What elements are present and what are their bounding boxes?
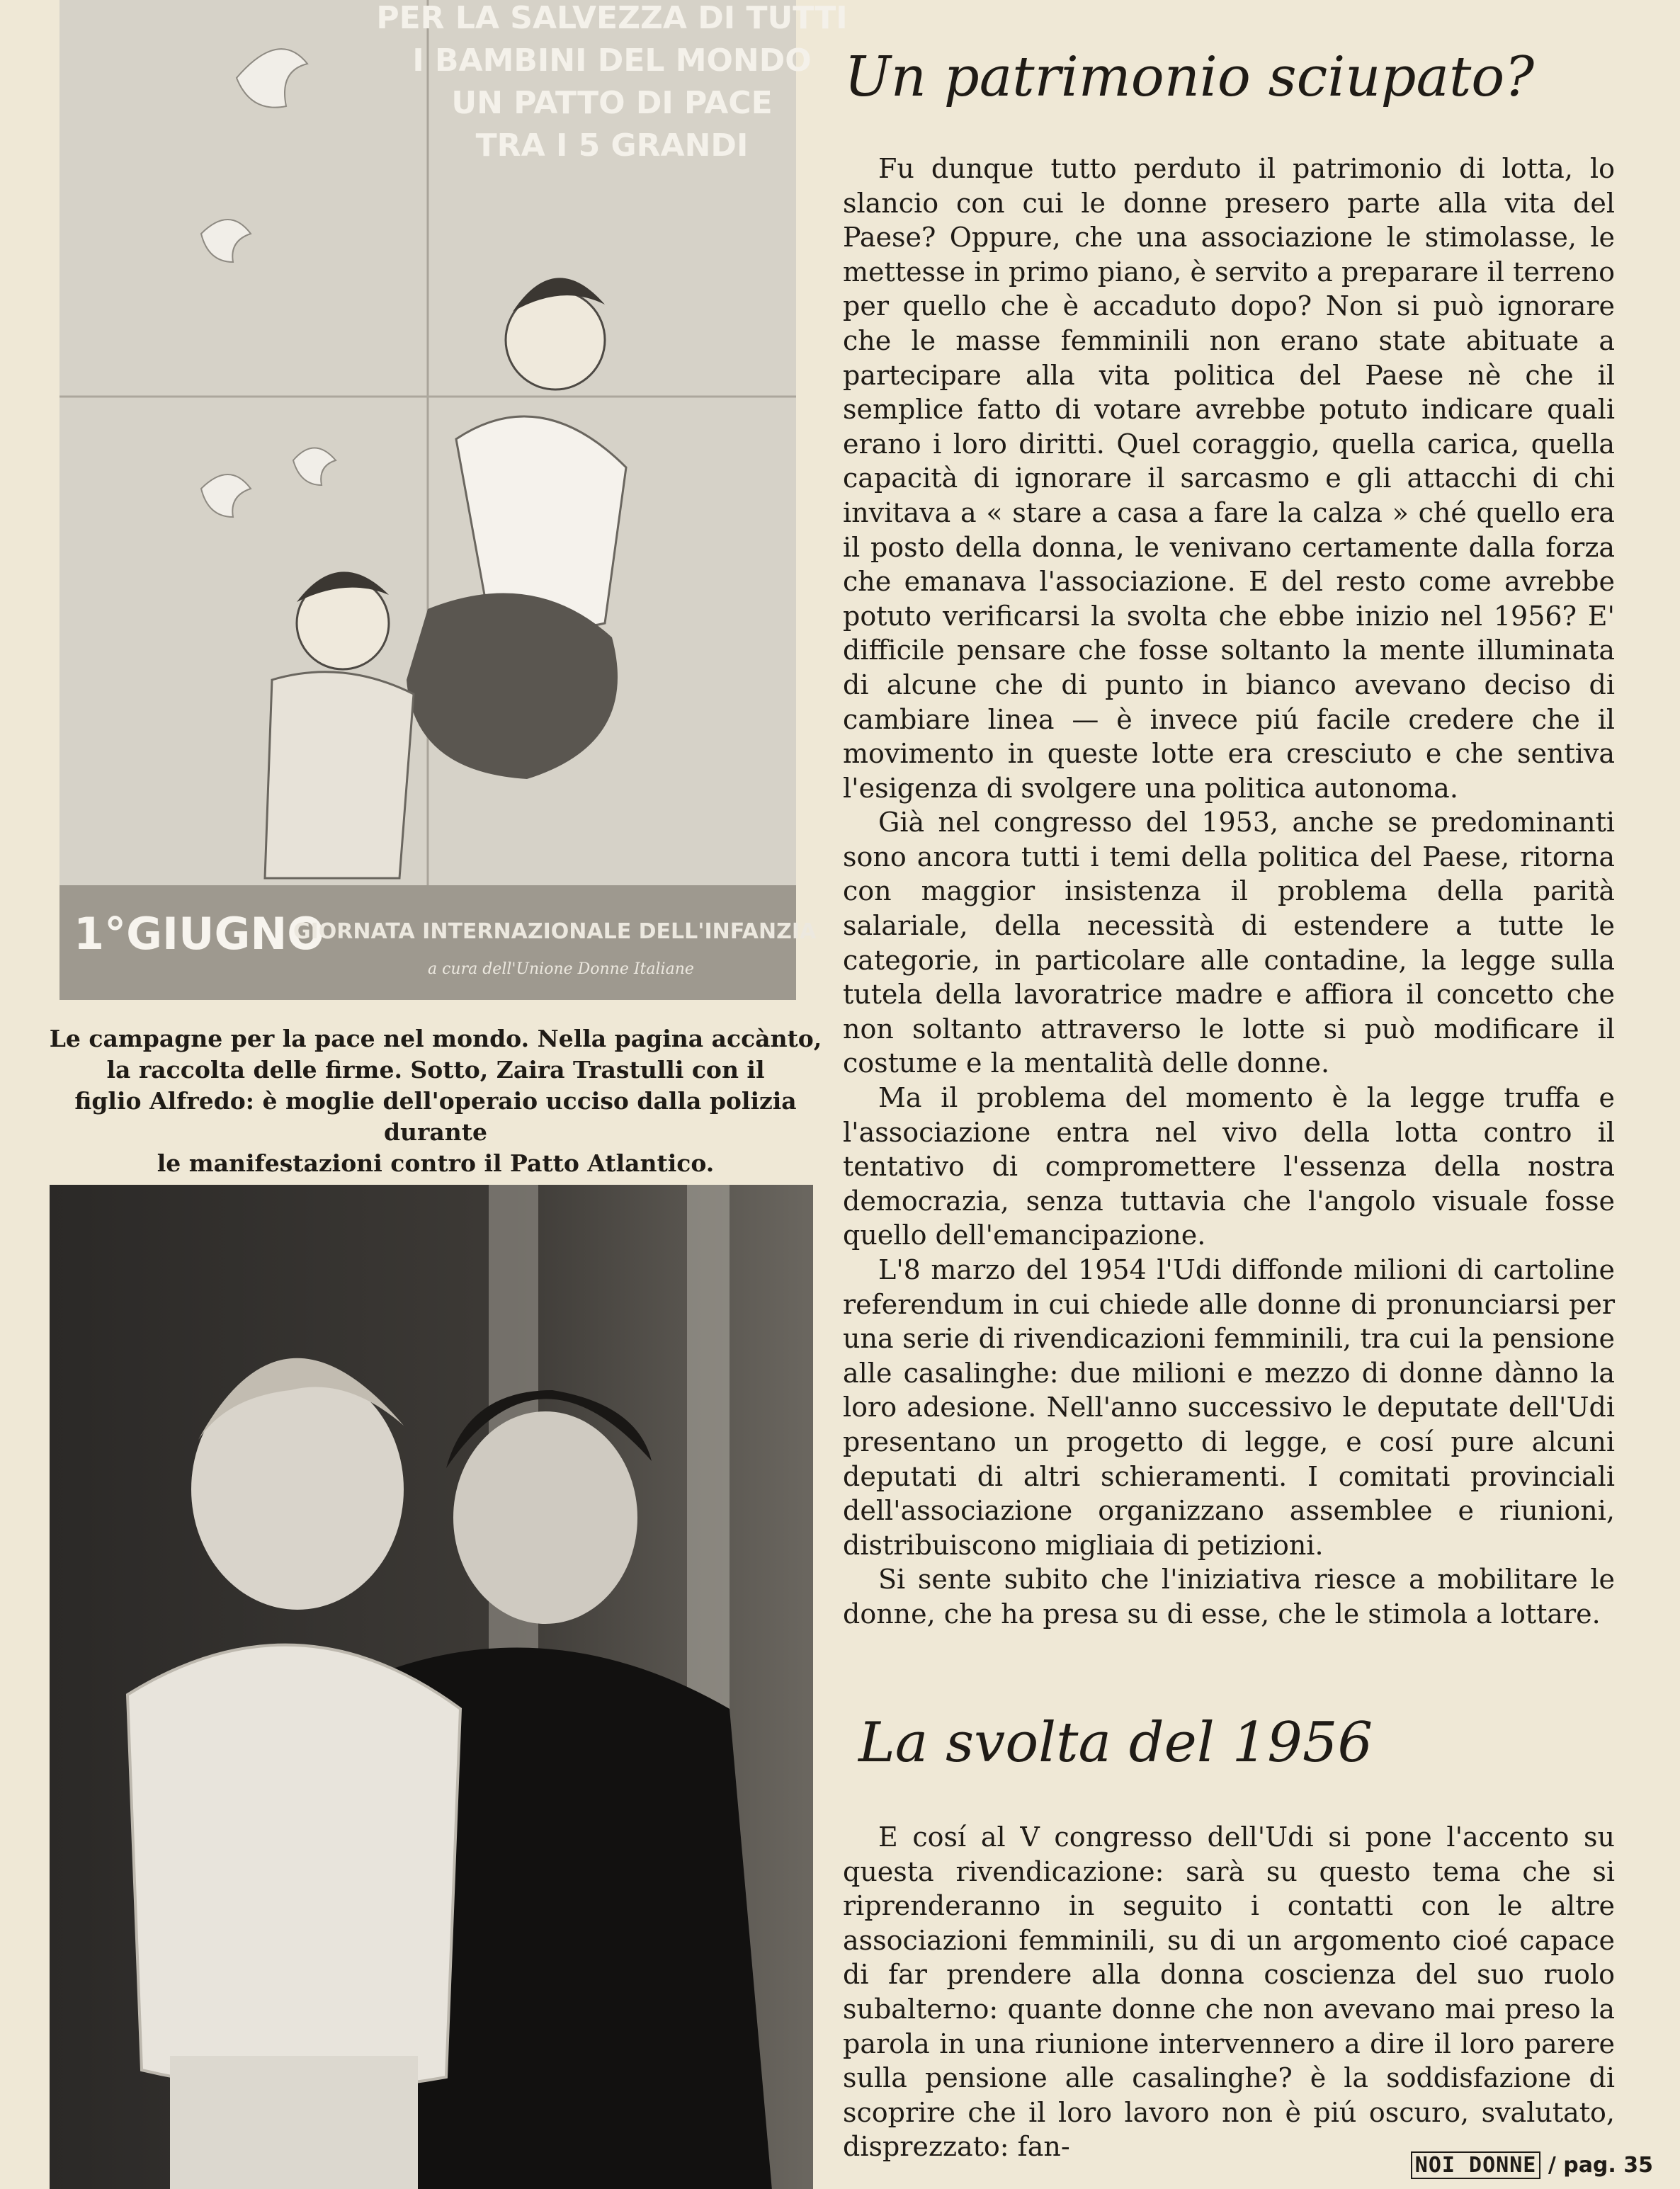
- poster-date: 1°GIUGNO: [74, 908, 324, 960]
- paragraph: Già nel congresso del 1953, anche se predominanti sono ancora tutti i temi della politica del Paese, ritorna con maggior insistenza il problema della parità salariale, della necessità di estendere a tutte le categorie, in particolare alle contadine, la legge sulla tutela della lavoratrice madre e affiora il concetto che non soltanto attraverso le lotte si può modificare il costume e la mentalità delle donne.: [843, 807, 1615, 1079]
- paragraph: Ma il problema del momento è la legge truffa e l'associazione entra nel vivo della lotta contro il tentativo di compromettere l'essenza della nostra democrazia, senza tuttavia che l'angolo visuale fosse quello dell'emancipazione.: [843, 1082, 1615, 1251]
- poster-photo: [59, 0, 848, 1000]
- paragraph: L'8 marzo del 1954 l'Udi diffonde milioni di cartoline referendum in cui chiede alle donne di pronunciarsi per una serie di rivendicazioni femminili, tra cui la pensione alle casalinghe: due milioni e mezzo di donne dànno la loro adesione. Nell'anno successivo le deputate dell'Udi presentano un progetto di legge, e cosí pure alcuni deputati di altri schieramenti. I comitati provinciali dell'associazione organizzano assemblee e riunioni, distribuiscono migliaia di petizioni.: [843, 1254, 1615, 1561]
- paragraph: Si sente subito che l'iniziativa riesce a mobilitare le donne, che ha presa su di esse, che le stimola a lottare.: [843, 1564, 1615, 1630]
- poster-organizer: a cura dell'Unione Donne Italiane: [428, 960, 694, 978]
- caption-line: la raccolta delle firme. Sotto, Zaira Trastulli con il: [106, 1056, 765, 1084]
- mother-child-photo: [50, 1185, 813, 2189]
- poster-slogan-line: PER LA SALVEZZA DI TUTTI: [376, 0, 848, 36]
- poster-slogan-line: I BAMBINI DEL MONDO: [412, 42, 812, 79]
- caption-line: le manifestazioni contro il Patto Atlantico.: [157, 1149, 715, 1177]
- section-heading: La svolta del 1956: [858, 1711, 1373, 1775]
- poster-slogan-line: TRA I 5 GRANDI: [475, 127, 749, 164]
- caption-line: Le campagne per la pace nel mondo. Nella pagina accànto,: [49, 1025, 822, 1052]
- section-heading: Un patrimonio sciupato?: [844, 45, 1535, 109]
- article-body: [843, 152, 1615, 1632]
- poster-slogan-line: UN PATTO DI PACE: [451, 85, 773, 121]
- page-number: / pag. 35: [1548, 2153, 1653, 2178]
- photo-caption: [42, 1023, 829, 1179]
- page-footer: [1411, 2153, 1653, 2178]
- article-body: [843, 1820, 1615, 2164]
- paragraph: Fu dunque tutto perduto il patrimonio di lotta, lo slancio con cui le donne presero parte alla vita del Paese? Oppure, che una associazione le stimolasse, le mettesse in primo piano, è servito a preparare il terreno per quello che è accaduto dopo? Non si può ignorare che le masse femminili non erano state abituate a partecipare alla vita politica del Paese nè che il semplice fatto di votare avrebbe potuto indicare quali erano i loro diritti. Quel coraggio, quella carica, quella capacità di ignorare il sarcasmo e gli attacchi di chi invitava a « stare a casa a fare la calza » ché quello era il posto della donna, le venivano certamente dalla forza che emanava l'associazione. E del resto come avrebbe potuto verificarsi la svolta che ebbe inizio nel 1956? E' difficile pensare che fosse soltanto la mente illuminata di alcune che di punto in bianco avevano deciso di cambiare linea — è invece piú facile credere che il movimento in queste lotte era cresciuto e che sentiva l'esigenza di svolgere una politica autonoma.: [843, 153, 1615, 804]
- photo-illustration: [50, 1185, 813, 2189]
- magazine-logo: NOI DONNE: [1411, 2151, 1541, 2179]
- paragraph: E cosí al V congresso dell'Udi si pone l'accento su questa rivendicazione: sarà su questo tema che si riprenderanno in seguito i contatti con le altre associazioni femminili, su di un argomento cioé capace di far prendere alla donna coscienza del suo ruolo subalterno: quante donne che non avevano mai preso la parola in una riunione intervennero a dire il loro parere sulla pensione alle casalinghe? è la soddisfazione di scoprire che il loro lavoro non è piú oscuro, svalutato, disprezzato: fan-: [843, 1821, 1615, 2163]
- poster-event: GIORNATA INTERNAZIONALE DELL'INFANZIA: [293, 919, 817, 944]
- poster-illustration: [59, 0, 848, 1000]
- caption-line: figlio Alfredo: è moglie dell'operaio ucciso dalla polizia durante: [74, 1087, 797, 1146]
